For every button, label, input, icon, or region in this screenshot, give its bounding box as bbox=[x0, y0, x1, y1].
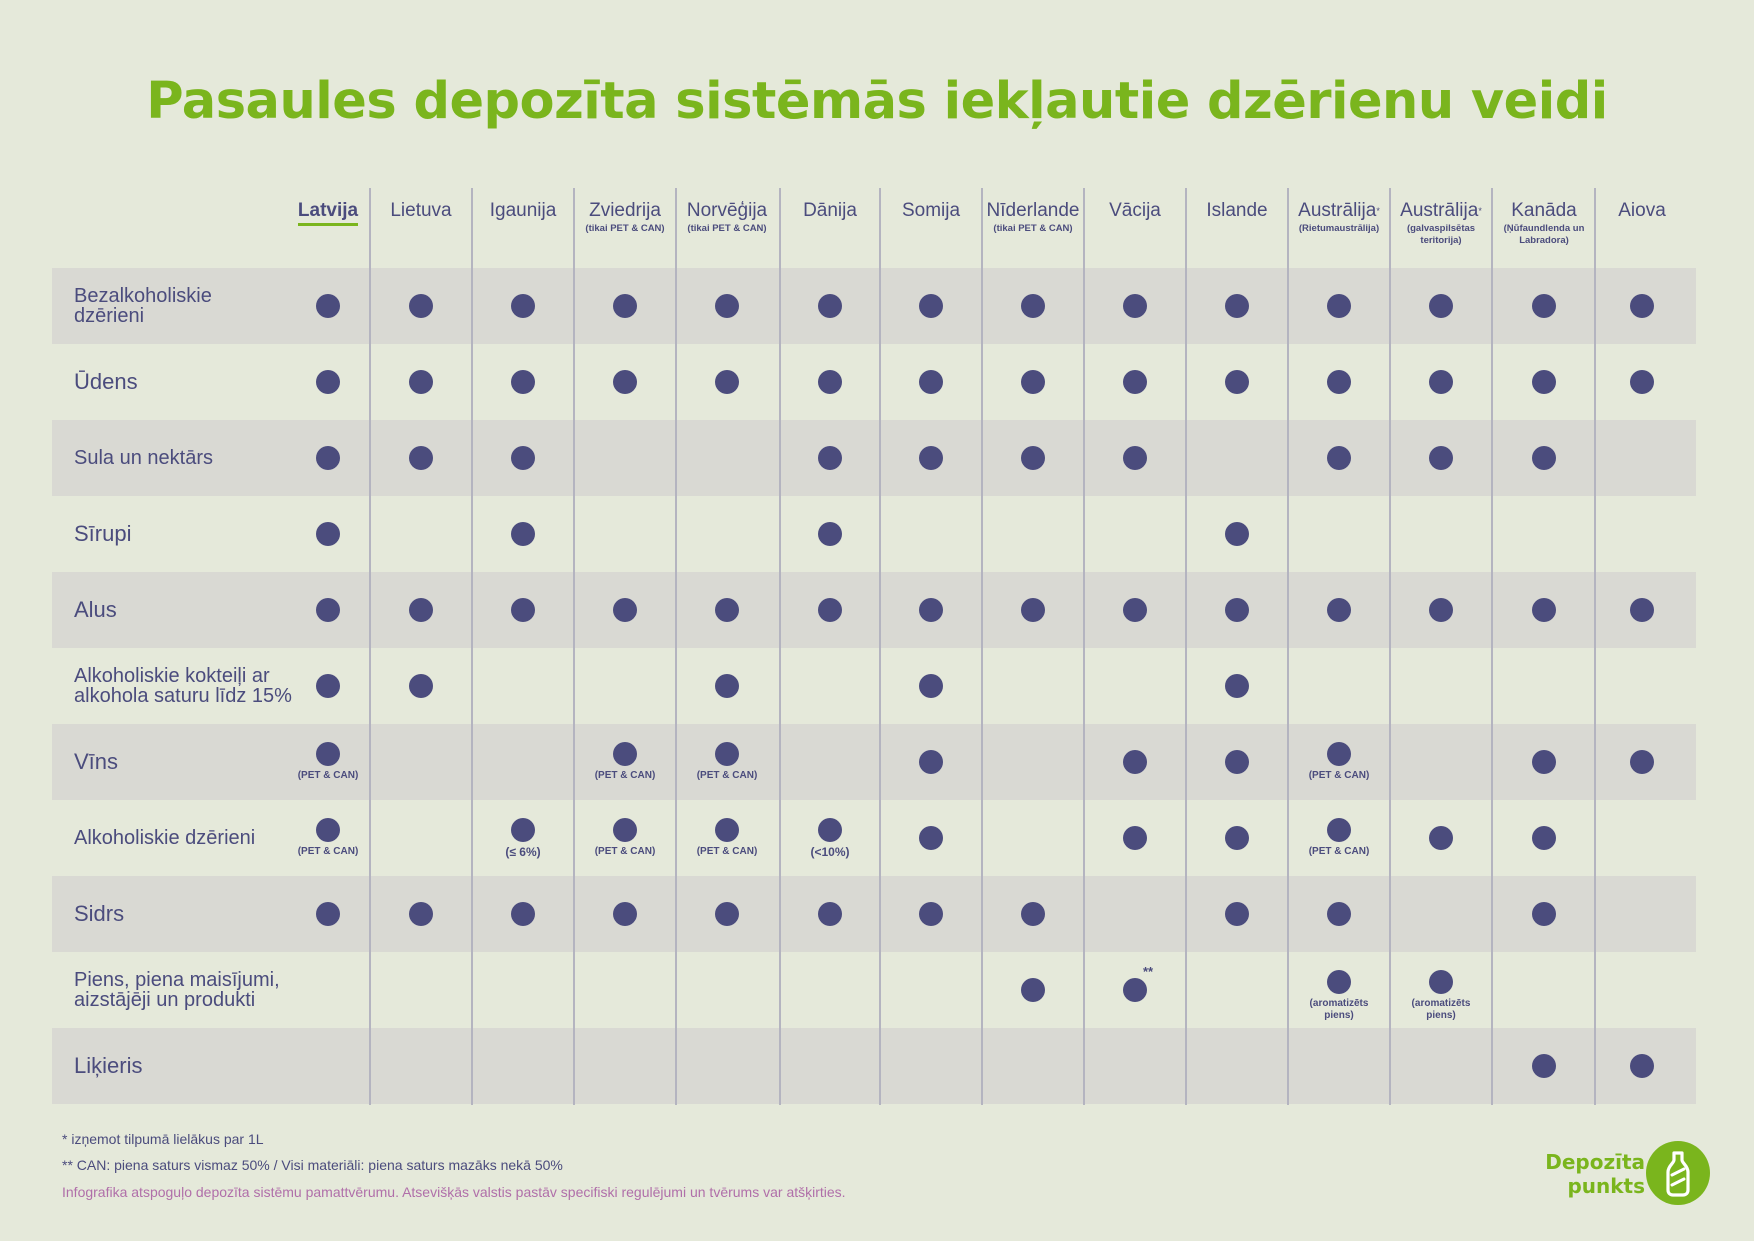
included-dot bbox=[316, 902, 340, 926]
bottle-icon bbox=[1646, 1141, 1710, 1205]
double-asterisk-mark: ** bbox=[1143, 964, 1154, 979]
row-label: Bezalkoholiskie dzērieni bbox=[74, 285, 212, 327]
row-label: Ūdens bbox=[74, 369, 138, 394]
row-label: Piens, piena maisījumi, aizstājēji un produkti bbox=[74, 969, 280, 1011]
included-dot bbox=[1327, 370, 1351, 394]
included-dot bbox=[1021, 902, 1045, 926]
included-dot bbox=[1123, 294, 1147, 318]
column-header-9 bbox=[1085, 200, 1185, 222]
included-dot bbox=[1225, 674, 1249, 698]
included-dot bbox=[1327, 818, 1351, 842]
row-label: Alkoholiskie dzērieni bbox=[74, 827, 256, 849]
included-dot bbox=[1532, 370, 1556, 394]
included-dot bbox=[511, 598, 535, 622]
included-dot bbox=[1327, 742, 1351, 766]
column-divider bbox=[1083, 188, 1085, 1105]
included-dot bbox=[919, 750, 943, 774]
included-dot bbox=[316, 522, 340, 546]
included-dot bbox=[919, 826, 943, 850]
column-divider bbox=[981, 188, 983, 1105]
cell-note: (PET & CAN) bbox=[297, 770, 359, 781]
included-dot bbox=[919, 598, 943, 622]
country-name: Aiova bbox=[1618, 200, 1666, 221]
included-dot bbox=[715, 370, 739, 394]
country-name: Islande bbox=[1206, 200, 1268, 221]
included-dot bbox=[1532, 1054, 1556, 1078]
included-dot bbox=[919, 446, 943, 470]
country-name: Dānija bbox=[803, 200, 857, 221]
country-subtitle: (tikai PET & CAN) bbox=[687, 223, 767, 234]
included-dot bbox=[1532, 294, 1556, 318]
country-subtitle: (galvaspilsētas teritorija) bbox=[1406, 223, 1476, 246]
cell-note: (<10%) bbox=[810, 845, 850, 859]
included-dot bbox=[409, 370, 433, 394]
included-dot bbox=[1123, 370, 1147, 394]
included-dot bbox=[1429, 446, 1453, 470]
cell-note: (PET & CAN) bbox=[696, 846, 758, 857]
column-divider bbox=[471, 188, 473, 1105]
included-dot bbox=[715, 902, 739, 926]
row-label: Sula un nektārs bbox=[74, 447, 213, 469]
cell-note: (PET & CAN) bbox=[1308, 770, 1370, 781]
included-dot bbox=[1225, 294, 1249, 318]
column-header-10 bbox=[1187, 200, 1287, 222]
column-header-1 bbox=[278, 200, 378, 226]
included-dot bbox=[613, 818, 637, 842]
included-dot bbox=[919, 370, 943, 394]
included-dot bbox=[1532, 598, 1556, 622]
included-dot bbox=[1532, 446, 1556, 470]
included-dot bbox=[1429, 970, 1453, 994]
included-dot bbox=[511, 818, 535, 842]
included-dot bbox=[613, 294, 637, 318]
column-header-13 bbox=[1494, 200, 1594, 247]
asterisk-mark: * bbox=[1376, 206, 1380, 216]
column-header-14 bbox=[1592, 200, 1692, 222]
country-subtitle: (tikai PET & CAN) bbox=[993, 223, 1073, 234]
included-dot bbox=[316, 370, 340, 394]
page-title: Pasaules depozīta sistēmās iekļautie dzērienu veidi bbox=[146, 72, 1608, 131]
included-dot bbox=[1123, 826, 1147, 850]
column-header-8 bbox=[983, 200, 1083, 235]
included-dot bbox=[316, 598, 340, 622]
included-dot bbox=[316, 294, 340, 318]
included-dot bbox=[1630, 370, 1654, 394]
included-dot bbox=[409, 902, 433, 926]
row-label: Vīns bbox=[74, 749, 119, 774]
included-dot bbox=[1327, 902, 1351, 926]
column-header-3 bbox=[473, 200, 573, 222]
column-divider bbox=[779, 188, 781, 1105]
row-shade bbox=[52, 724, 1696, 800]
included-dot bbox=[919, 674, 943, 698]
included-dot bbox=[1225, 370, 1249, 394]
included-dot bbox=[1429, 826, 1453, 850]
included-dot bbox=[1123, 978, 1147, 1002]
column-divider bbox=[879, 188, 881, 1105]
country-name: Kanāda bbox=[1511, 200, 1577, 221]
column-divider bbox=[369, 188, 371, 1105]
included-dot bbox=[613, 598, 637, 622]
included-dot bbox=[715, 674, 739, 698]
included-dot bbox=[715, 742, 739, 766]
row-shade bbox=[52, 876, 1696, 952]
row-shade bbox=[52, 1028, 1696, 1104]
column-header-6 bbox=[780, 200, 880, 222]
cell-note: (PET & CAN) bbox=[1308, 846, 1370, 857]
included-dot bbox=[1630, 598, 1654, 622]
included-dot bbox=[511, 522, 535, 546]
column-header-12 bbox=[1391, 200, 1491, 247]
country-name: Vācija bbox=[1109, 200, 1161, 221]
included-dot bbox=[1532, 902, 1556, 926]
included-dot bbox=[1327, 970, 1351, 994]
included-dot bbox=[1327, 598, 1351, 622]
included-dot bbox=[511, 902, 535, 926]
column-header-4 bbox=[575, 200, 675, 235]
country-name: Austrālija* bbox=[1400, 200, 1482, 221]
column-divider bbox=[1389, 188, 1391, 1105]
cell-note: (aromatizēts piens) bbox=[1411, 998, 1471, 1021]
included-dot bbox=[1021, 978, 1045, 1002]
included-dot bbox=[1630, 294, 1654, 318]
included-dot bbox=[316, 674, 340, 698]
column-header-5 bbox=[677, 200, 777, 235]
included-dot bbox=[818, 370, 842, 394]
included-dot bbox=[1021, 370, 1045, 394]
included-dot bbox=[1429, 294, 1453, 318]
included-dot bbox=[511, 294, 535, 318]
included-dot bbox=[511, 446, 535, 470]
included-dot bbox=[409, 598, 433, 622]
included-dot bbox=[613, 902, 637, 926]
country-name: Somija bbox=[901, 200, 961, 221]
included-dot bbox=[409, 294, 433, 318]
footnote-1: * izņemot tilpumā lielākus par 1L bbox=[62, 1131, 264, 1147]
included-dot bbox=[316, 446, 340, 470]
column-divider bbox=[1287, 188, 1289, 1105]
included-dot bbox=[1225, 826, 1249, 850]
included-dot bbox=[1429, 598, 1453, 622]
included-dot bbox=[1123, 446, 1147, 470]
included-dot bbox=[511, 370, 535, 394]
country-subtitle: (Rietumaustrālija) bbox=[1298, 223, 1380, 234]
included-dot bbox=[316, 818, 340, 842]
included-dot bbox=[1327, 446, 1351, 470]
row-label: Sidrs bbox=[74, 901, 125, 926]
included-dot bbox=[1327, 294, 1351, 318]
included-dot bbox=[818, 902, 842, 926]
included-dot bbox=[409, 446, 433, 470]
cell-note: (≤ 6%) bbox=[505, 845, 541, 859]
included-dot bbox=[1225, 598, 1249, 622]
asterisk-mark: * bbox=[1478, 206, 1482, 216]
column-header-2 bbox=[371, 200, 471, 222]
footnote-2: ** CAN: piena saturs vismaz 50% / Visi materiāli: piena saturs mazāks nekā 50% bbox=[62, 1157, 563, 1173]
included-dot bbox=[715, 598, 739, 622]
included-dot bbox=[1630, 1054, 1654, 1078]
country-name: Igaunija bbox=[489, 200, 557, 221]
included-dot bbox=[1021, 446, 1045, 470]
included-dot bbox=[1630, 750, 1654, 774]
column-divider bbox=[1185, 188, 1187, 1105]
included-dot bbox=[1225, 902, 1249, 926]
row-label: Liķieris bbox=[74, 1053, 143, 1078]
included-dot bbox=[715, 294, 739, 318]
column-header-7 bbox=[881, 200, 981, 222]
included-dot bbox=[1429, 370, 1453, 394]
included-dot bbox=[613, 742, 637, 766]
country-name: Norvēģija bbox=[686, 200, 768, 221]
country-name: Nīderlande bbox=[986, 200, 1080, 221]
country-name: Zviedrija bbox=[589, 200, 661, 221]
included-dot bbox=[715, 818, 739, 842]
included-dot bbox=[919, 294, 943, 318]
included-dot bbox=[1123, 598, 1147, 622]
row-label: Alkoholiskie kokteiļi ar alkohola saturu līdz 15% bbox=[74, 665, 292, 707]
cell-note: (aromatizēts piens) bbox=[1309, 998, 1369, 1021]
country-subtitle: (Ņūfaundlenda un Labradora) bbox=[1503, 223, 1585, 246]
country-subtitle: (tikai PET & CAN) bbox=[585, 223, 665, 234]
included-dot bbox=[818, 818, 842, 842]
included-dot bbox=[818, 598, 842, 622]
included-dot bbox=[1021, 294, 1045, 318]
country-name: Latvija bbox=[298, 200, 358, 226]
cell-note: (PET & CAN) bbox=[297, 846, 359, 857]
included-dot bbox=[919, 902, 943, 926]
country-name: Austrālija* bbox=[1298, 200, 1380, 221]
column-divider bbox=[1491, 188, 1493, 1105]
included-dot bbox=[1225, 750, 1249, 774]
included-dot bbox=[1123, 750, 1147, 774]
row-label: Alus bbox=[74, 597, 117, 622]
column-divider bbox=[573, 188, 575, 1105]
logo-wordmark: Depozīta punkts bbox=[1545, 1150, 1645, 1198]
included-dot bbox=[818, 294, 842, 318]
included-dot bbox=[1225, 522, 1249, 546]
included-dot bbox=[818, 446, 842, 470]
included-dot bbox=[316, 742, 340, 766]
included-dot bbox=[613, 370, 637, 394]
included-dot bbox=[1021, 598, 1045, 622]
footnote-disclaimer: Infografika atspoguļo depozīta sistēmu pamattvērumu. Atsevišķās valstis pastāv specifiski regulējumi un tvērums var atšķirties. bbox=[62, 1184, 846, 1200]
included-dot bbox=[409, 674, 433, 698]
column-header-11 bbox=[1289, 200, 1389, 235]
included-dot bbox=[818, 522, 842, 546]
included-dot bbox=[1532, 750, 1556, 774]
included-dot bbox=[1532, 826, 1556, 850]
cell-note: (PET & CAN) bbox=[594, 770, 656, 781]
cell-note: (PET & CAN) bbox=[594, 846, 656, 857]
column-divider bbox=[675, 188, 677, 1105]
column-divider bbox=[1594, 188, 1596, 1105]
row-label: Sīrupi bbox=[74, 521, 132, 546]
cell-note: (PET & CAN) bbox=[696, 770, 758, 781]
country-name: Lietuva bbox=[390, 200, 452, 221]
